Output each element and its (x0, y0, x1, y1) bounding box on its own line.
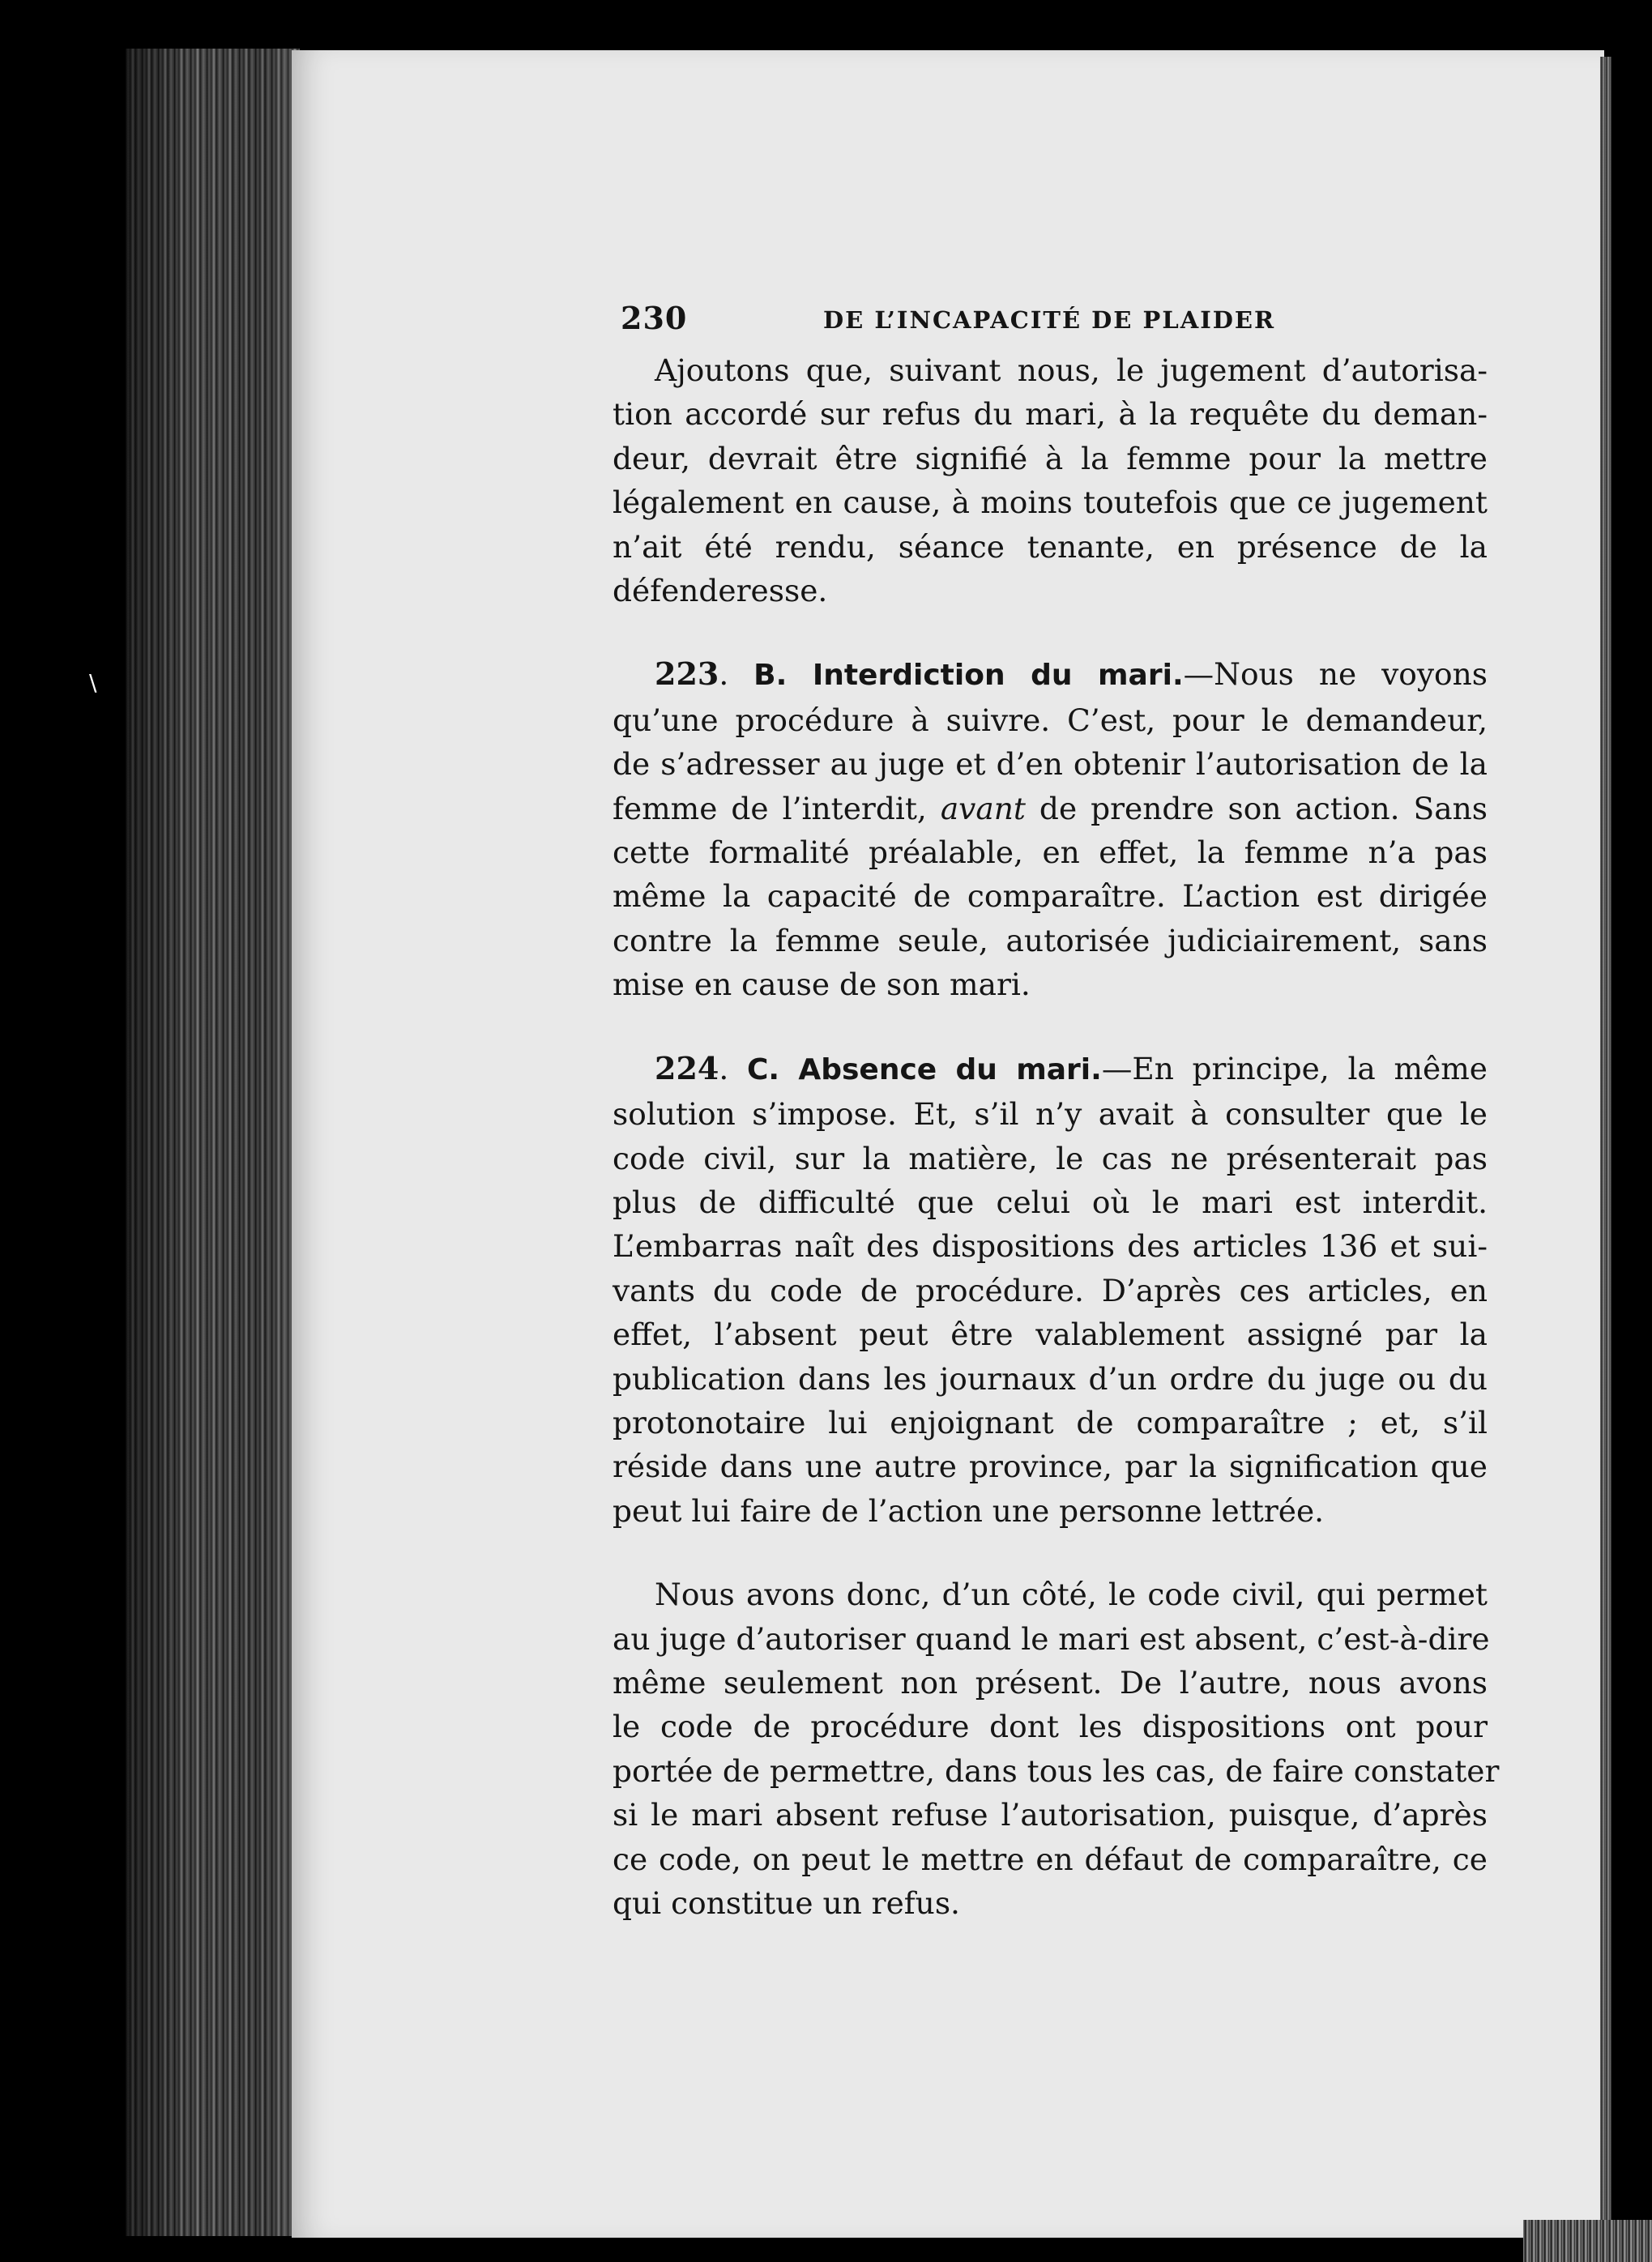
paragraph-line: L’embarras naît des dispositions des articles 136 et sui- (613, 1228, 1488, 1265)
paragraph-line: deur, devrait être signifié à la femme pour la mettre (613, 440, 1488, 476)
section-number-separator: . (719, 1050, 729, 1086)
page-header (613, 300, 1488, 348)
margin-mark: \ (89, 669, 97, 696)
section-title: C. Absence du mari. (746, 1052, 1102, 1086)
paragraph-line: effet, l’absent peut être valablement assigné par la (613, 1317, 1488, 1353)
running-title: DE L’INCAPACITÉ DE PLAIDER (823, 306, 1276, 334)
paragraph-line: publication dans les journaux d’un ordre du juge ou du (613, 1360, 1488, 1397)
section-heading-line (613, 652, 1488, 698)
section-heading-line (613, 1047, 1488, 1092)
section-number: 224 (655, 1049, 719, 1086)
paragraph-line: cette formalité préalable, en effet, la femme n’a pas (613, 834, 1488, 871)
paragraph-1 (613, 348, 1488, 612)
paragraph-line: n’ait été rendu, séance tenante, en présence de la (613, 528, 1488, 565)
page-number: 230 (621, 300, 688, 336)
page-text (613, 300, 1500, 1925)
paragraph-line: Nous avons donc, d’un côté, le code civil, qui permet (655, 1577, 1488, 1613)
section-number-separator: . (719, 656, 729, 693)
paragraph-line: Ajoutons que, suivant nous, le jugement d’autorisa- (655, 352, 1488, 388)
paragraph-line: de s’adresser au juge et d’en obtenir l’autorisation de la (613, 746, 1488, 783)
paragraph-line: mise en cause de son mari. (613, 967, 1031, 1003)
paragraph-line: même seulement non présent. De l’autre, nous avons (613, 1664, 1488, 1701)
paragraph-line: ce code, on peut le mettre en défaut de comparaître, ce (613, 1841, 1488, 1877)
page-edge-bottom (1523, 2220, 1652, 2262)
paragraph-line: réside dans une autre province, par la signification que (613, 1449, 1488, 1485)
section-number: 223 (655, 655, 719, 693)
paragraph-line: qu’une procédure à suivre. C’est, pour le demandeur, (613, 702, 1488, 738)
paragraph-line: légalement en cause, à moins toutefois que ce jugement (613, 484, 1488, 521)
paragraph-line: même la capacité de comparaître. L’action est dirigée (613, 878, 1488, 915)
paragraph-line: tion accordé sur refus du mari, à la requête du deman- (613, 396, 1488, 433)
paragraph-line: qui constitue un refus. (613, 1885, 960, 1921)
page-edge-right (1600, 57, 1611, 2244)
paragraph-line: si le mari absent refuse l’autorisation, puisque, d’après (613, 1797, 1488, 1833)
paragraph-line: plus de difficulté que celui où le mari est interdit. (613, 1184, 1488, 1220)
paragraph-line: peut lui faire de l’action une personne lettrée. (613, 1492, 1325, 1529)
paragraph-line: vants du code de procédure. D’après ces articles, en (613, 1272, 1488, 1308)
paragraph-line: défenderesse. (613, 573, 828, 609)
paragraph-line: contre la femme seule, autorisée judiciairement, sans (613, 922, 1488, 958)
paragraph-line: code civil, sur la matière, le cas ne présenterait pas (613, 1140, 1488, 1176)
section-title: B. Interdiction du mari. (753, 659, 1184, 693)
paragraph-4 (613, 1573, 1500, 1925)
section-first-line-text: —Nous ne voyons (1183, 656, 1488, 693)
spine-shadow (126, 49, 300, 2236)
paragraph-line: au juge d’autoriser quand le mari est absent, c’est-à-dire (613, 1620, 1490, 1657)
section-first-line-text: —En principe, la même (1101, 1050, 1488, 1086)
paragraph-line: portée de permettre, dans tous les cas, de faire constater (613, 1752, 1500, 1789)
section-223 (613, 652, 1488, 1006)
line-text: femme de l’interdit, (613, 790, 941, 826)
section-224 (613, 1047, 1488, 1533)
paragraph-line: solution s’impose. Et, s’il n’y avait à consulter que le (613, 1096, 1488, 1133)
italic-word: avant (940, 790, 1026, 826)
paragraph-line: protonotaire lui enjoignant de comparaître ; et, s’il (613, 1404, 1488, 1440)
line-text: de prendre son action. Sans (1025, 790, 1488, 826)
paragraph-line-with-italic (613, 787, 1488, 830)
paragraph-line: le code de procédure dont les dispositions ont pour (613, 1709, 1488, 1745)
